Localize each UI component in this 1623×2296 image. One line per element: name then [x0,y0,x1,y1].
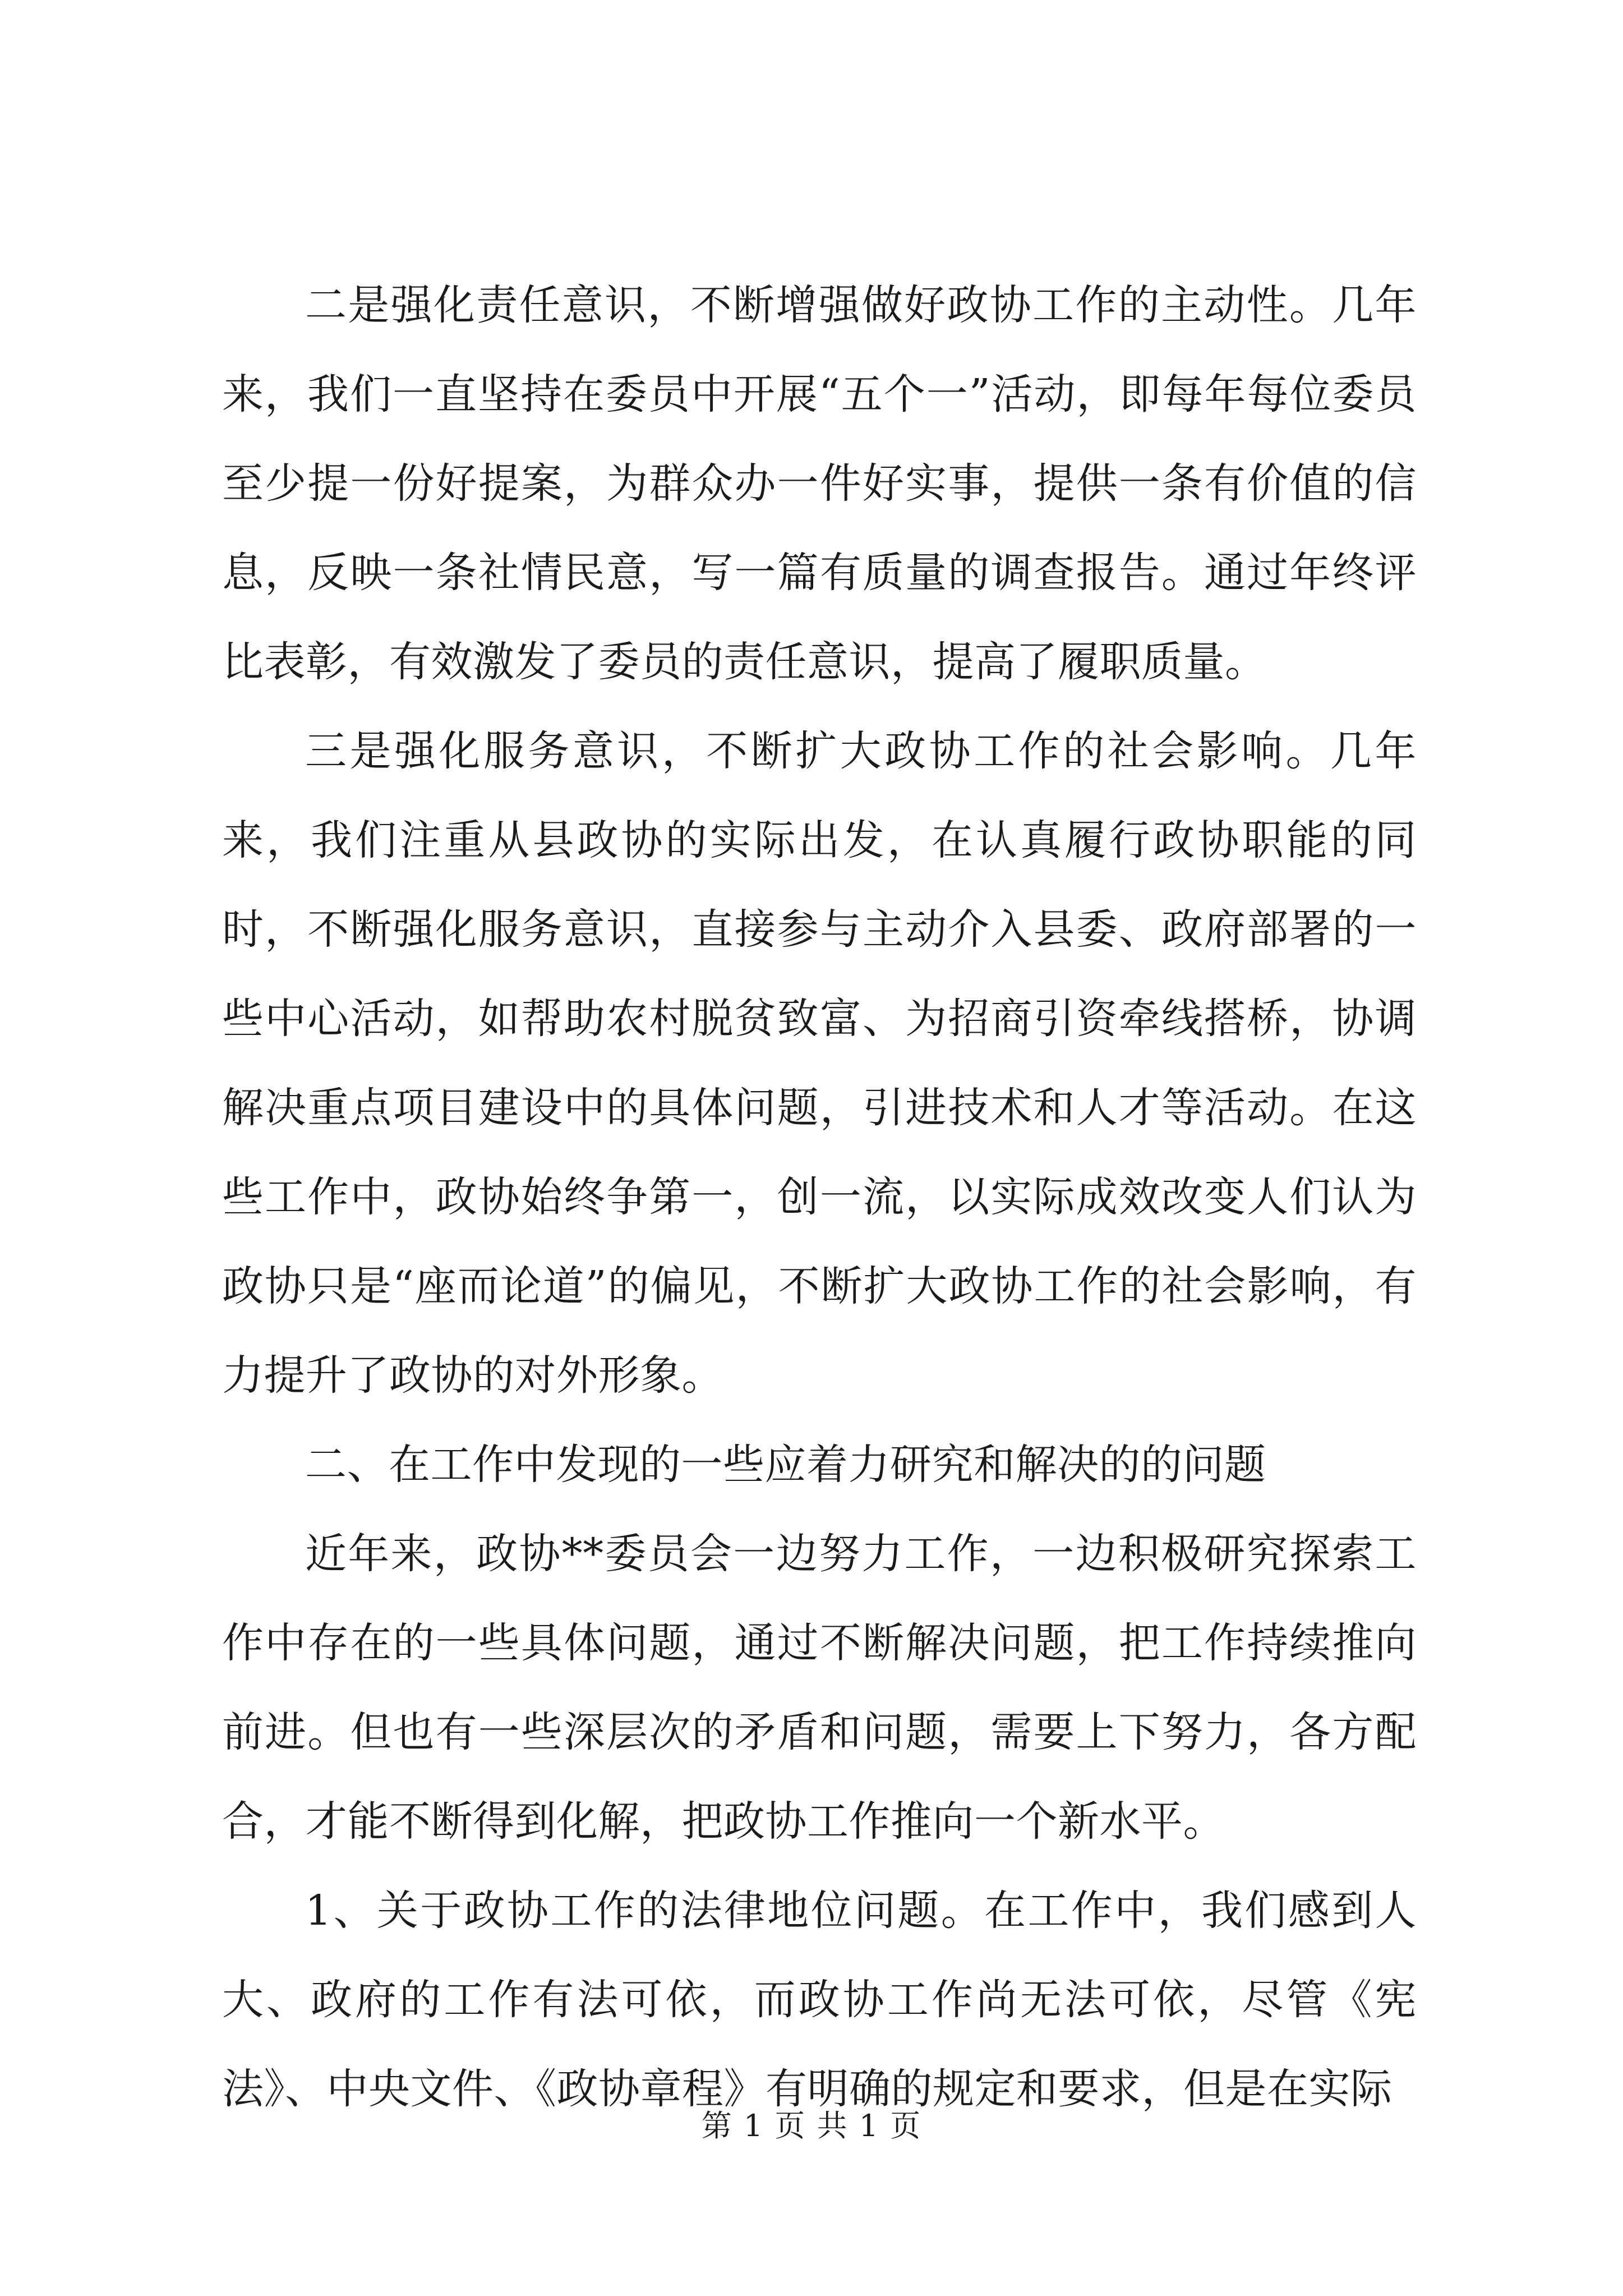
section-heading-problems: 二、在工作中发现的一些应着力研究和解决的的问题 [305,1441,1266,1489]
paragraph-responsibility: 二是强化责任意识，不断增强做好政协工作的主动性。几年来，我们一直坚持在委员中开展“五个一”活动，即每年每位委员至少提一份好提案，为群众办一件好实事，提供一条有价值的信息，反映一条社情民意，写一篇有质量的调查报告。通过年终评比表彰，有效激发了委员的责任意识，提高了履职质量。 [222,281,1417,686]
page-footer: 第 1 页 共 1 页 [701,2108,922,2143]
document-body [222,261,1417,2134]
paragraph-service: 三是强化服务意识，不断扩大政协工作的社会影响。几年来，我们注重从县政协的实际出发，在认真履行政协职能的同时，不断强化服务意识，直接参与主动介入县委、政府部署的一些中心活动，如帮助农村脱贫致富、为招商引资牵线搭桥，协调解决重点项目建设中的具体问题，引进技术和人才等活动。在这些工作中，政协始终争第一，创一流，以实际成效改变人们认为政协只是“座而论道”的偏见，不断扩大政协工作的社会影响，有力提升了政协的对外形象。 [222,727,1417,1400]
paragraph-recent-years: 近年来，政协**委员会一边努力工作，一边积极研究探索工作中存在的一些具体问题，通过不断解决问题，把工作持续推向前进。但也有一些深层次的矛盾和问题，需要上下努力，各方配合，才能不断得到化解，把政协工作推向一个新水平。 [222,1530,1417,1846]
paragraph-legal-status: 1、关于政协工作的法律地位问题。在工作中，我们感到人大、政府的工作有法可依，而政协工作尚无法可依，尽管《宪法》、中央文件、《政协章程》有明确的规定和要求，但是在实际 [222,1887,1417,2113]
